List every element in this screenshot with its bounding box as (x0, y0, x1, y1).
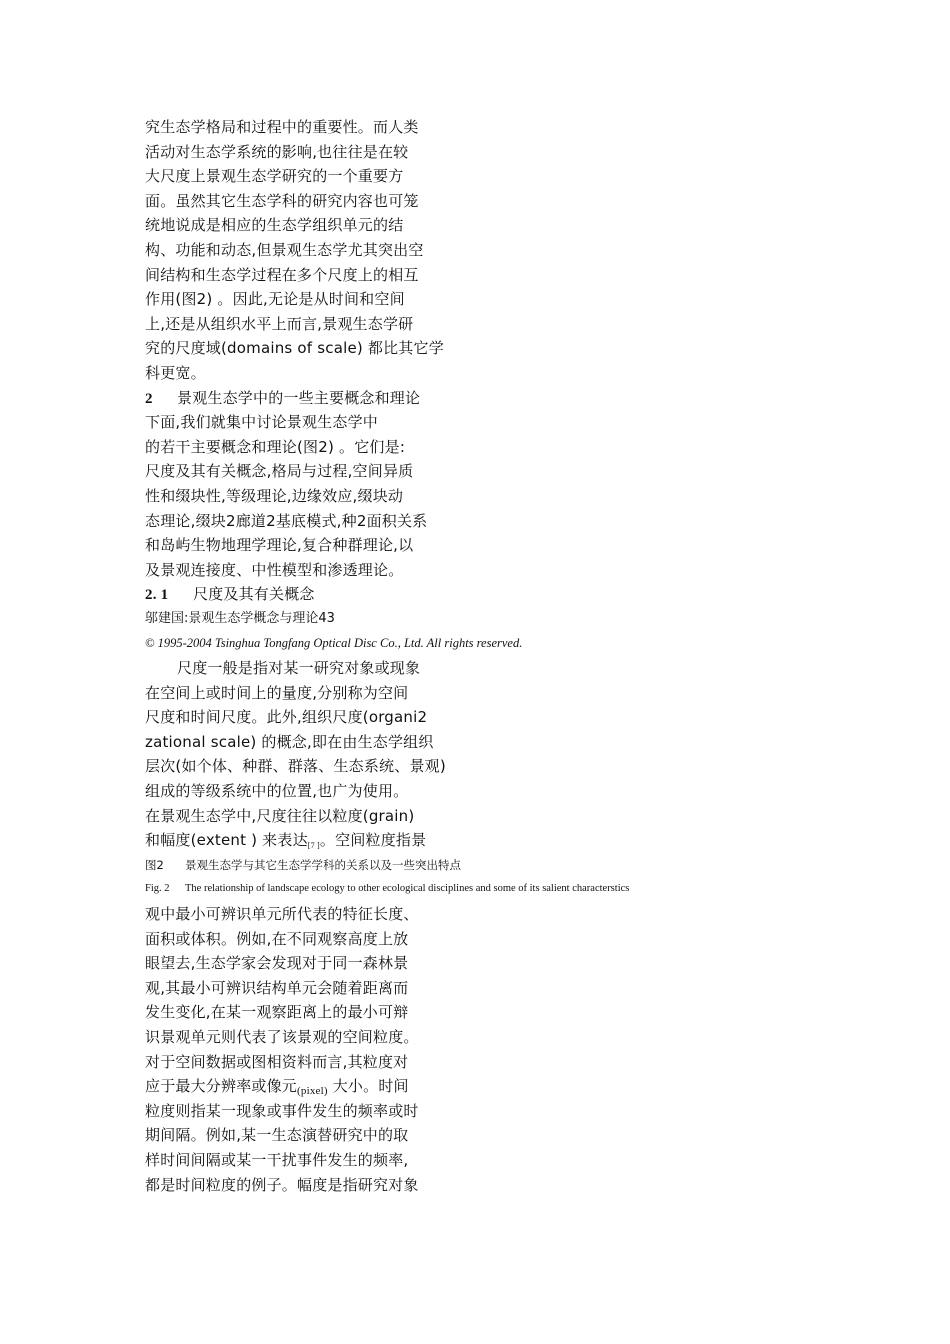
section-number: 2. 1 (145, 587, 169, 604)
figure-label: Fig. 2 (145, 883, 170, 895)
citation-ref: [7 ] (307, 841, 320, 851)
pixel-note: (pixel) (297, 1085, 328, 1098)
text-line: 组成的等级系统中的位置,也广为使用。 (145, 782, 409, 801)
text-line: 面。虽然其它生态学科的研究内容也可笼 (145, 191, 419, 210)
text-line: 尺度和时间尺度。此外,组织尺度(organi2 (145, 708, 428, 727)
paragraph-5 (145, 1099, 865, 1197)
text-line: 构、功能和动态,但景观生态学尤其突出空 (145, 240, 424, 259)
text-line: 和岛屿生物地理学理论,复合种群理论,以 (145, 536, 414, 555)
text-line (145, 1074, 865, 1099)
text-line: 在空间上或时间上的量度,分别称为空间 (145, 683, 409, 702)
text-line: 间结构和生态学过程在多个尺度上的相互 (145, 265, 419, 284)
paragraph-4 (145, 902, 865, 1099)
text-line: 尺度一般是指对某一研究对象或现象 (177, 659, 421, 678)
text-line: 期间隔。例如,某一生态演替研究中的取 (145, 1126, 409, 1145)
text-line: 及景观连接度、中性模型和渗透理论。 (145, 560, 404, 579)
text-line: 作用(图2) 。因此,无论是从时间和空间 (145, 290, 405, 309)
section-title: 尺度及其有关概念 (193, 585, 315, 604)
text-line: 都是时间粒度的例子。幅度是指研究对象 (145, 1175, 419, 1194)
text-line: 究生态学格局和过程中的重要性。而人类 (145, 118, 419, 136)
text-line: 上,还是从组织水平上而言,景观生态学研 (145, 314, 414, 333)
figure-caption-en (145, 877, 865, 902)
section-heading-2 (145, 386, 865, 411)
text-line: 发生变化,在某一观察距离上的最小可辩 (145, 1003, 409, 1022)
text-fragment: 大小。时间 (327, 1077, 409, 1096)
text-fragment: 和幅度(extent ) 来表达 (145, 831, 308, 850)
text-line: 科更宽。 (145, 363, 206, 382)
section-title: 景观生态学中的一些主要概念和理论 (177, 388, 421, 407)
running-header: 邬建国:景观生态学概念与理论43 (145, 610, 335, 626)
figure-caption-text: 景观生态学与其它生态学学科的关系以及一些突出特点 (185, 857, 461, 872)
text-line: 的若干主要概念和理论(图2) 。它们是: (145, 437, 406, 456)
page-body (145, 115, 865, 1197)
text-line: 面积或体积。例如,在不同观察高度上放 (145, 929, 409, 948)
text-line: 下面,我们就集中讨论景观生态学中 (145, 413, 378, 432)
text-line: 粒度则指某一现象或事件发生的频率或时 (145, 1101, 419, 1120)
text-line: 对于空间数据或图相资料而言,其粒度对 (145, 1052, 409, 1071)
paragraph-3 (145, 656, 865, 853)
text-line: 观,其最小可辨识结构单元会随着距离而 (145, 978, 409, 997)
text-line: zational scale) 的概念,即在由生态学组织 (145, 732, 434, 751)
text-line: 态理论,缀块2廊道2基底模式,种2面积关系 (145, 511, 428, 530)
figure-caption-cn (145, 853, 865, 878)
paragraph-2 (145, 410, 865, 582)
text-line: 样时间间隔或某一干扰事件发生的频率, (145, 1150, 409, 1169)
text-line: 在景观生态学中,尺度往往以粒度(grain) (145, 806, 415, 825)
text-line: 观中最小可辨识单元所代表的特征长度、 (145, 905, 419, 923)
text-line: 统地说成是相应的生态学组织单元的结 (145, 216, 404, 235)
text-line: 究的尺度域(domains of scale) 都比其它学 (145, 339, 444, 358)
section-heading-2-1 (145, 582, 865, 607)
copyright-notice: © 1995-2004 Tsinghua Tongfang Optical Disc Co., Ltd. All rights reserved. (145, 636, 523, 651)
text-line: 识景观单元则代表了该景观的空间粒度。 (145, 1027, 419, 1046)
text-line: 眼望去,生态学家会发现对于同一森林景 (145, 954, 409, 973)
paragraph-1 (145, 115, 865, 386)
text-line: 尺度及其有关概念,格局与过程,空间异质 (145, 462, 414, 481)
text-line: 层次(如个体、种群、群落、生态系统、景观) (145, 757, 446, 776)
figure-caption-text: The relationship of landscape ecology to other ecological disciplines and some of its salient characterstics (185, 883, 630, 895)
text-line (145, 828, 865, 853)
figure-label: 图2 (145, 857, 164, 872)
text-line: 活动对生态学系统的影响,也往往是在较 (145, 142, 409, 161)
text-line: 大尺度上景观生态学研究的一个重要方 (145, 167, 404, 186)
text-line: 性和缀块性,等级理论,边缘效应,缀块动 (145, 486, 404, 505)
section-number: 2 (145, 390, 153, 407)
text-fragment: 。空间粒度指景 (319, 831, 427, 850)
text-fragment: 应于最大分辨率或像元 (145, 1077, 298, 1096)
